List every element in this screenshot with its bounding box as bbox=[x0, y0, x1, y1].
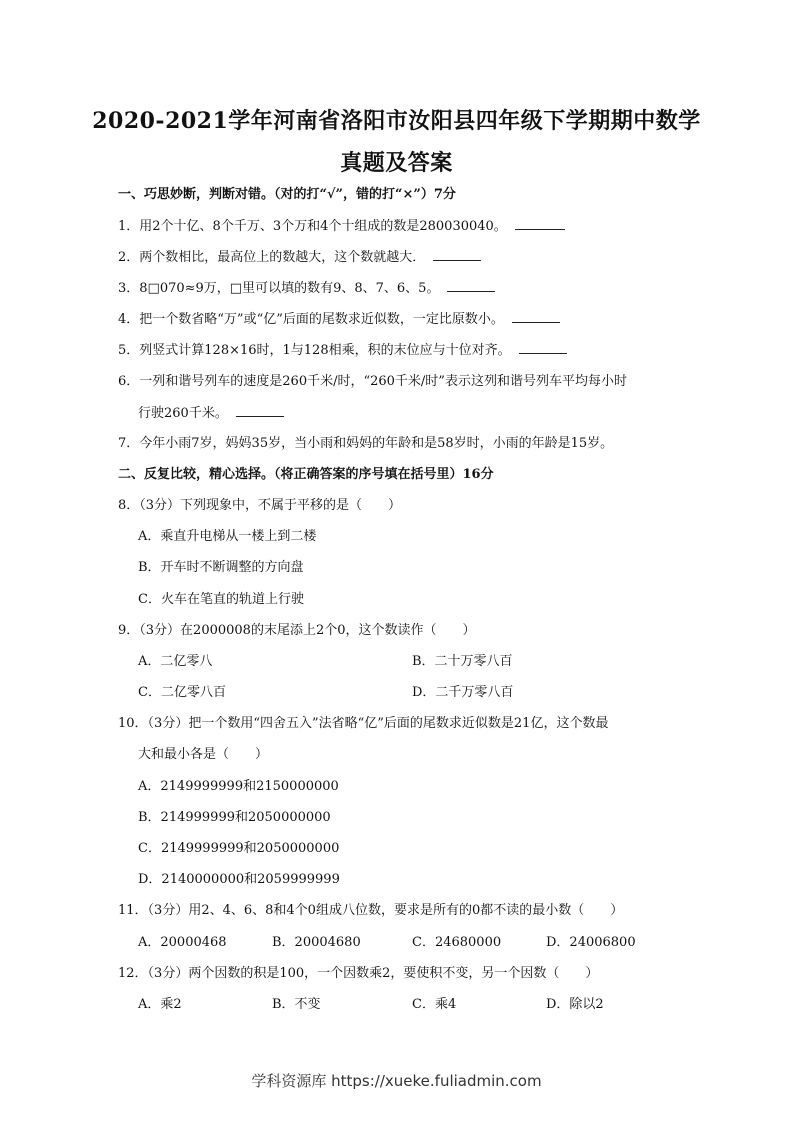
question-2: 2．两个数相比，最高位上的数越大，这个数就越大． bbox=[118, 248, 481, 267]
question-8-stem: 8．（3分）下列现象中，不属于平移的是（ ） bbox=[118, 498, 402, 513]
answer-blank[interactable] bbox=[236, 404, 284, 417]
question-10-line1: 10．（3分）把一个数用“四舍五入”法省略“亿”后面的尾数求近似数是21亿，这个数最 bbox=[118, 716, 609, 731]
question-12-option-d[interactable]: D．除以2 bbox=[546, 997, 604, 1012]
footer-watermark: 学科资源库 https://xueke.fuliadmin.com bbox=[251, 1072, 542, 1090]
question-9-option-b[interactable]: B．二十万零八百 bbox=[412, 654, 513, 669]
section1-heading: 一、巧思妙断，判断对错。（对的打“√”，错的打“×”）7分 bbox=[118, 187, 456, 202]
question-8-option-c[interactable]: C．火车在笔直的轨道上行驶 bbox=[138, 592, 304, 607]
section2-heading: 二、反复比较，精心选择。（将正确答案的序号填在括号里）16分 bbox=[118, 467, 494, 482]
question-9-option-a[interactable]: A．二亿零八 bbox=[138, 654, 213, 669]
question-6-line2: 行驶260千米。 bbox=[138, 404, 284, 423]
answer-blank[interactable] bbox=[447, 279, 495, 292]
question-12-option-b[interactable]: B．不变 bbox=[272, 997, 321, 1012]
answer-blank[interactable] bbox=[519, 341, 567, 354]
question-9-stem: 9．（3分）在2000008的末尾添上2个0，这个数读作（ ） bbox=[118, 623, 476, 638]
question-4: 4．把一个数省略“万”或“亿”后面的尾数求近似数，一定比原数小。 bbox=[118, 310, 560, 329]
answer-blank[interactable] bbox=[515, 217, 565, 230]
question-6-line1: 6．一列和谐号列车的速度是260千米/时，“260千米/时”表示这列和谐号列车平均每小时 bbox=[118, 374, 627, 389]
question-10-option-b[interactable]: B．214999999和2050000000 bbox=[138, 810, 331, 825]
question-11-option-c[interactable]: C．24680000 bbox=[412, 935, 502, 950]
question-9-option-d[interactable]: D．二千万零八百 bbox=[412, 685, 514, 700]
question-10-line2: 大和最小各是（ ） bbox=[138, 747, 269, 762]
question-12-option-c[interactable]: C．乘4 bbox=[412, 997, 457, 1012]
question-11-option-b[interactable]: B．20004680 bbox=[272, 935, 361, 950]
question-11-option-a[interactable]: A．20000468 bbox=[138, 935, 227, 950]
question-5: 5．列竖式计算128×16时，1与128相乘，积的末位应与十位对齐。 bbox=[118, 341, 567, 360]
question-8-option-a[interactable]: A．乘直升电梯从一楼上到二楼 bbox=[138, 529, 317, 544]
question-12-stem: 12．（3分）两个因数的积是100，一个因数乘2，要使积不变，另一个因数（ ） bbox=[118, 966, 599, 981]
question-12-option-a[interactable]: A．乘2 bbox=[138, 997, 182, 1012]
question-1: 1．用2个十亿、8个千万、3个万和4个十组成的数是280030040。 bbox=[118, 217, 565, 236]
question-8-option-b[interactable]: B．开车时不断调整的方向盘 bbox=[138, 560, 304, 575]
question-10-option-c[interactable]: C．2149999999和2050000000 bbox=[138, 841, 340, 856]
question-10-option-a[interactable]: A．2149999999和2150000000 bbox=[138, 779, 339, 794]
question-3: 3．8□070≈9万，□里可以填的数有9、8、7、6、5。 bbox=[118, 279, 495, 298]
answer-blank[interactable] bbox=[512, 310, 560, 323]
document-title-line1: 2020-2021学年河南省洛阳市汝阳县四年级下学期期中数学 bbox=[92, 108, 701, 134]
question-10-option-d[interactable]: D．2140000000和2059999999 bbox=[138, 872, 340, 887]
question-11-option-d[interactable]: D．24006800 bbox=[546, 935, 636, 950]
answer-blank[interactable] bbox=[433, 248, 481, 261]
question-7: 7．今年小雨7岁，妈妈35岁，当小雨和妈妈的年龄和是58岁时，小雨的年龄是15岁。 bbox=[118, 436, 614, 451]
question-11-stem: 11．（3分）用2、4、6、8和4个0组成八位数，要求是所有的0都不读的最小数（ ） bbox=[118, 903, 624, 918]
document-title-line2: 真题及答案 bbox=[340, 150, 453, 176]
question-9-option-c[interactable]: C．二亿零八百 bbox=[138, 685, 226, 700]
